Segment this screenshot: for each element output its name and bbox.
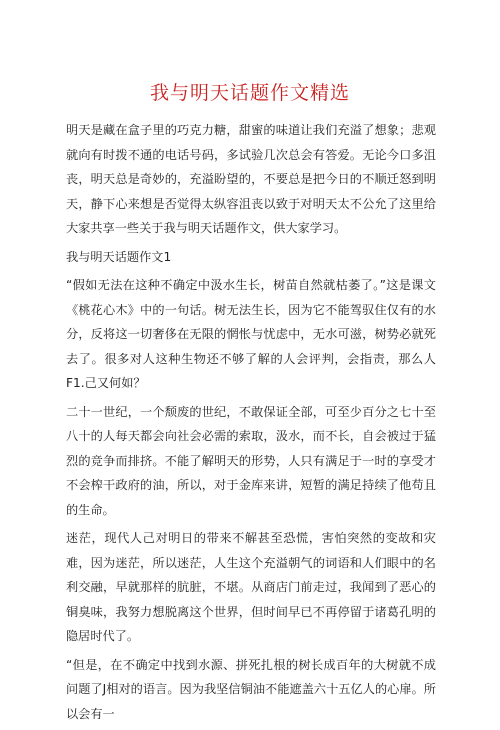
body-paragraph: 二十一世纪，一个颓废的世纪，不敢保证全部，可至少百分之七十至八十的人每天都会向社会必需的索取，汲水，而不长，自会被过于猛烈的竞争而排挤。不能了解明天的形势，人只有满足于一时的享受才不会榨干政府的油，所以，对于金库来讲，短暂的满足持续了他苟且的生命。: [66, 404, 436, 517]
body-paragraph: “但是，在不确定中找到水源、拼死扎根的树长成百年的大树就不成问题了J相对的语言。因为我坚信铜油不能遮盖六十五亿人的心扉。所以会有一: [66, 657, 436, 721]
intro-paragraph: 明天是藏在盒子里的巧克力糖，甜蜜的味道让我们充溢了想象；悲观就向有时拨不通的电话号码，多试验几次总会有答爱。无论今口多沮丧，明天总是奇妙的，充溢盼望的，不要总是把今日的不顺迁怒到明天，静下心来想是否觉得太纵容沮丧以致于对明天太不公允了这里给大家共享一些关于我与明天话题作文，供大家学习。: [66, 123, 436, 235]
body-paragraph: 迷茫，现代人己对明日的带来不解甚至恐慌，害怕突然的变故和灾难，因为迷茫，所以迷茫，人生这个充溢朝气的词语和人们眼中的名利交融，早就那样的肮脏，不堪。从商店门前走过，我闻到了恶心的铜臭味，我努力想脱离这个世界，但时间早已不再停留于诸葛孔明的隐居时代了。: [66, 531, 436, 643]
document-body: [66, 118, 436, 730]
document-title: 我与明天话题作文精选: [149, 82, 350, 104]
section-heading: 我与明天话题作文1: [66, 249, 172, 264]
body-paragraph: “假如无法在这种不确定中汲水生长，树苗自然就枯萎了。”这是课文《桃花心木》中的一句话。树无法生长，因为它不能驾驭住仅有的水分，反将这一切奢侈在无限的惘怅与忧虑中，无水可滋，树势必就死去了。很多对人这种生物还不够了解的人会评判，会指责，那么人F1.己又何如？: [66, 278, 436, 390]
